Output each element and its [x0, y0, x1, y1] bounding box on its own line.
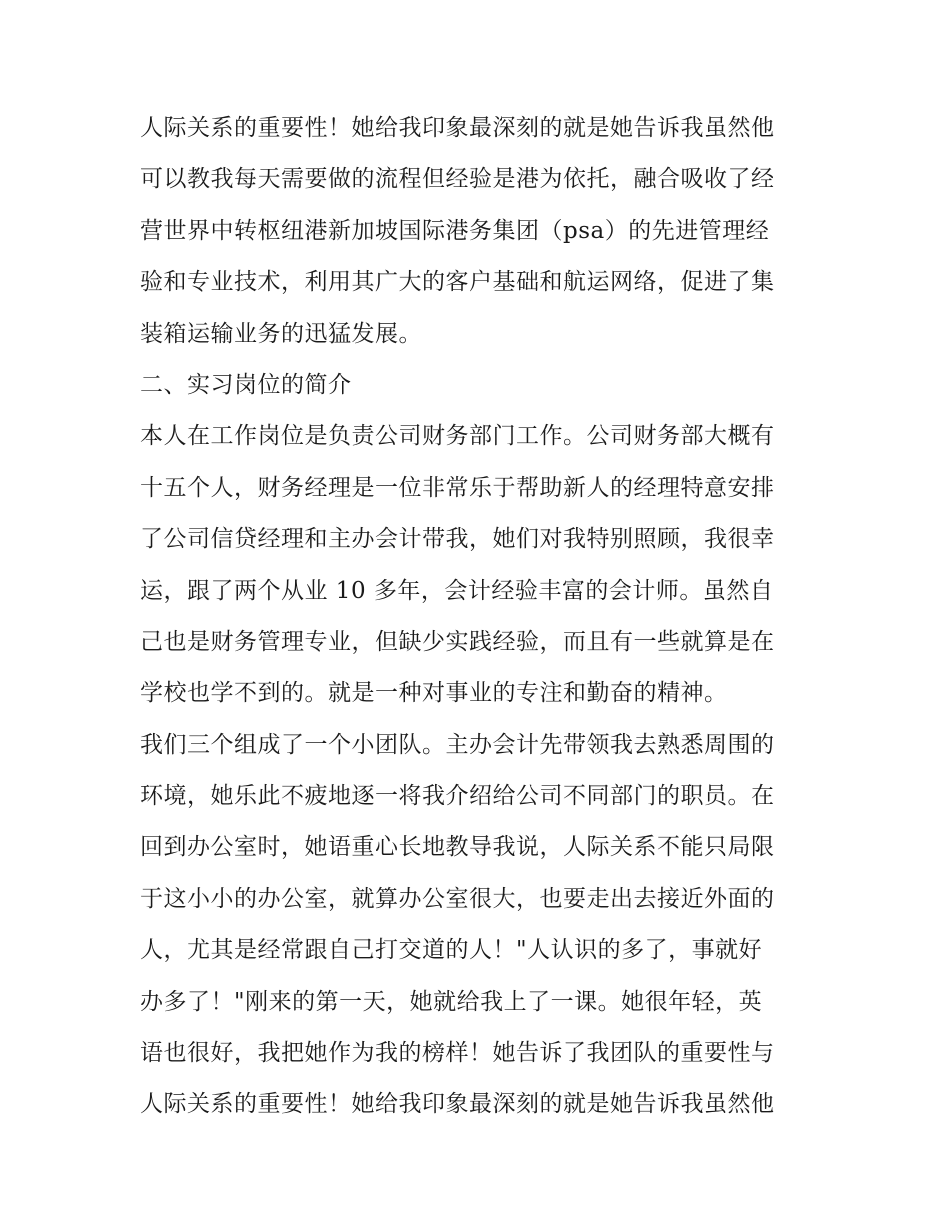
text-line-18: 办多了！"刚来的第一天，她就给我上了一课。她很年轻，英	[140, 988, 763, 1015]
text-line-16: 于这小小的办公室，就算办公室很大，也要走出去接近外面的	[140, 885, 775, 912]
section-heading: 二、实习岗位的简介	[140, 371, 352, 398]
text-line-7: 本人在工作岗位是负责公司财务部门工作。公司财务部大概有	[140, 423, 775, 450]
text-line-1: 人际关系的重要性！她给我印象最深刻的就是她告诉我虽然他	[140, 115, 775, 141]
text-line-9: 了公司信贷经理和主办会计带我，她们对我特别照顾，我很幸	[140, 526, 775, 553]
text-line-8: 十五个人，财务经理是一位非常乐于帮助新人的经理特意安排	[140, 474, 775, 501]
text-line-13: 我们三个组成了一个小团队。主办会计先带领我去熟悉周围的	[140, 731, 775, 758]
text-line-11: 己也是财务管理专业，但缺少实践经验，而且有一些就算是在	[140, 628, 775, 655]
body-text	[140, 103, 812, 1131]
text-line-20: 人际关系的重要性！她给我印象最深刻的就是她告诉我虽然他	[140, 1091, 775, 1118]
text-line-14: 环境，她乐此不疲地逐一将我介绍给公司不同部门的职员。在	[140, 783, 775, 810]
text-line-3: 营世界中转枢纽港新加坡国际港务集团（psa）的先进管理经	[140, 217, 770, 244]
text-line-17: 人，尤其是经常跟自己打交道的人！"人认识的多了，事就好	[140, 937, 763, 964]
text-line-10: 运，跟了两个从业 10 多年，会计经验丰富的会计师。虽然自	[140, 577, 774, 604]
text-line-19: 语也很好，我把她作为我的榜样！她告诉了我团队的重要性与	[140, 1040, 775, 1067]
text-line-15: 回到办公室时，她语重心长地教导我说，人际关系不能只局限	[140, 834, 775, 861]
text-line-12: 学校也学不到的。就是一种对事业的专注和勤奋的精神。	[140, 680, 728, 707]
text-line-2: 可以教我每天需要做的流程但经验是港为依托，融合吸收了经	[140, 166, 775, 193]
text-line-4: 验和专业技术，利用其广大的客户基础和航运网络，促进了集	[140, 269, 775, 296]
text-line-5: 装箱运输业务的迅猛发展。	[140, 320, 422, 347]
